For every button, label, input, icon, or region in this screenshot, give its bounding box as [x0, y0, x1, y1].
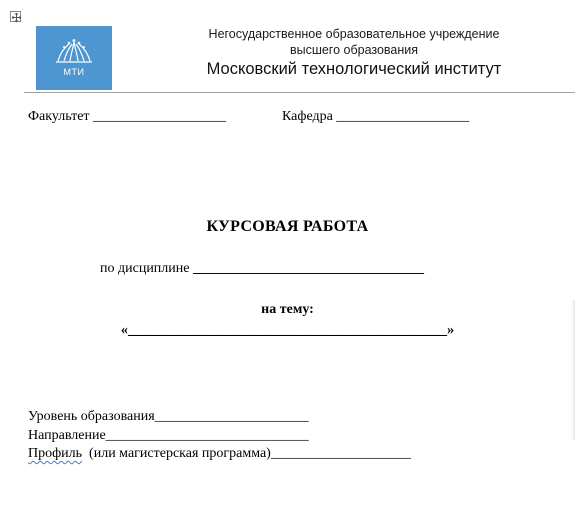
institute-name: Московский технологический институт: [206, 60, 502, 78]
direction-field: Направление_____________________________: [28, 428, 309, 443]
document-title: КУРСОВАЯ РАБОТА: [206, 218, 369, 235]
profile-rest: (или магистерская программа)____________________: [82, 446, 411, 461]
page-edge-shadow: [571, 300, 575, 440]
institute-type-line: Негосударственное образовательное учреждение: [208, 27, 500, 41]
profile-word: Профиль: [28, 446, 83, 461]
logo-emblem-icon: [36, 26, 112, 90]
topic-blank: «____________________________________________»: [120, 322, 455, 338]
discipline-label: по дисциплине: [100, 261, 190, 276]
institute-level-line: высшего образования: [289, 43, 419, 57]
education-level-field: Уровень образования______________________: [28, 409, 309, 424]
logo-text: МТИ: [63, 67, 85, 77]
discipline-field: [100, 261, 424, 277]
department-field: Кафедра ___________________: [282, 109, 470, 124]
header-divider: [24, 92, 575, 93]
faculty-field: Факультет ___________________: [28, 109, 227, 124]
topic-label: на тему:: [261, 302, 314, 317]
institute-logo: [36, 26, 112, 90]
table-move-handle-icon[interactable]: [10, 11, 21, 22]
profile-field: [28, 446, 411, 462]
discipline-blank: _________________________________: [192, 261, 424, 276]
